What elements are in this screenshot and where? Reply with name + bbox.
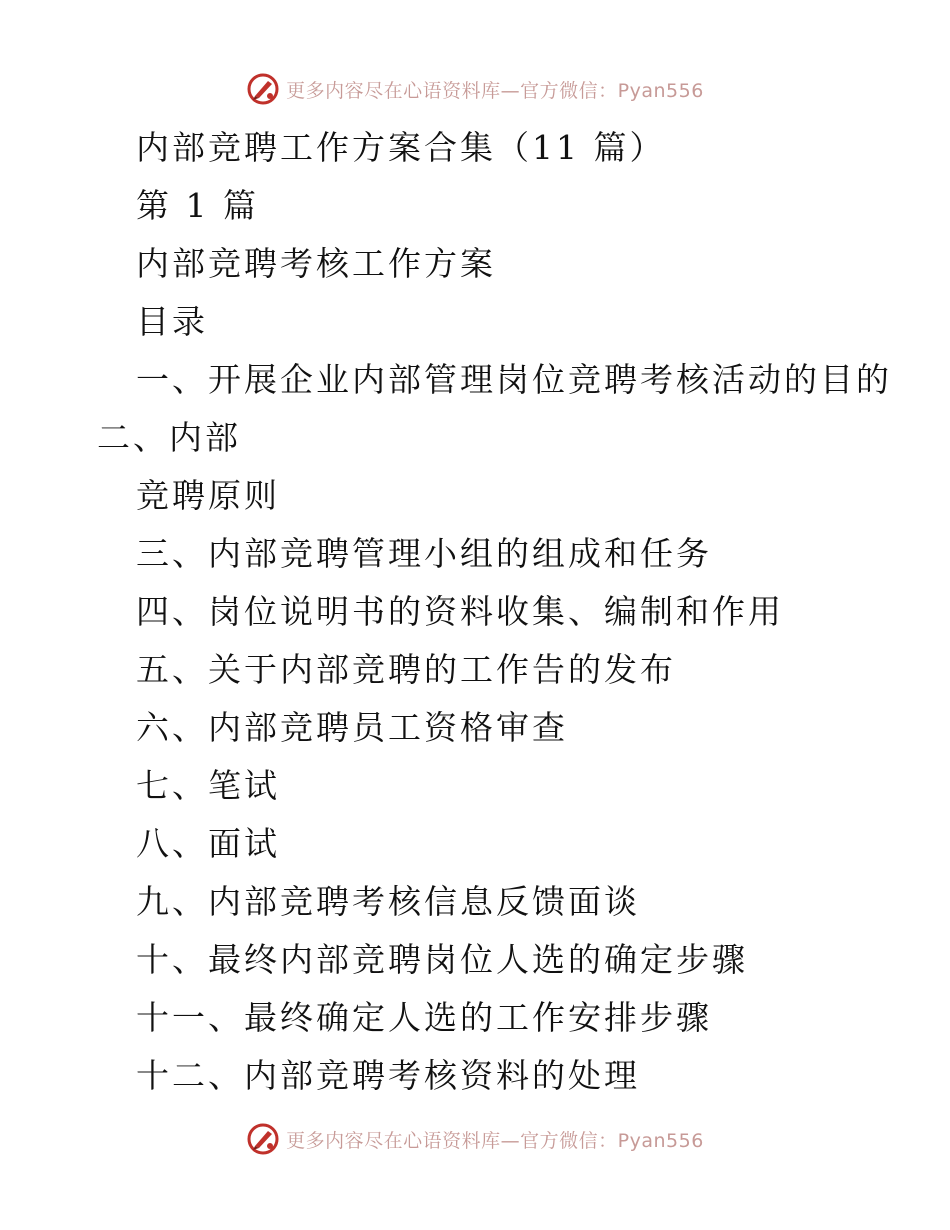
logo-icon [246, 1122, 280, 1156]
toc-item: 十、最终内部竞聘岗位人选的确定步骤 [136, 940, 748, 979]
toc-item: 十二、内部竞聘考核资料的处理 [136, 1056, 640, 1095]
watermark-text: 更多内容尽在心语资料库—官方微信：Pyan556 [286, 79, 704, 102]
toc-item: 一、开展企业内部管理岗位竞聘考核活动的目的 [136, 360, 892, 399]
chapter-heading: 第 1 篇 [136, 186, 259, 225]
toc-heading: 目录 [136, 302, 208, 341]
toc-item: 四、岗位说明书的资料收集、编制和作用 [136, 592, 784, 631]
footer-watermark [0, 1122, 950, 1156]
section-title: 内部竞聘考核工作方案 [136, 244, 496, 283]
document-title: 内部竞聘工作方案合集（11 篇） [136, 128, 666, 167]
watermark-text: 更多内容尽在心语资料库—官方微信：Pyan556 [286, 1129, 704, 1152]
logo-icon [246, 72, 280, 106]
toc-item: 五、关于内部竞聘的工作告的发布 [136, 650, 676, 689]
toc-item: 九、内部竞聘考核信息反馈面谈 [136, 882, 640, 921]
toc-item: 七、笔试 [136, 766, 280, 805]
toc-item: 三、内部竞聘管理小组的组成和任务 [136, 534, 712, 573]
toc-item: 六、内部竞聘员工资格审查 [136, 708, 568, 747]
toc-item-continuation: 竞聘原则 [136, 476, 280, 515]
toc-item: 二、内部 [97, 418, 241, 457]
toc-item: 十一、最终确定人选的工作安排步骤 [136, 998, 712, 1037]
toc-item: 八、面试 [136, 824, 280, 863]
header-watermark [0, 72, 950, 106]
